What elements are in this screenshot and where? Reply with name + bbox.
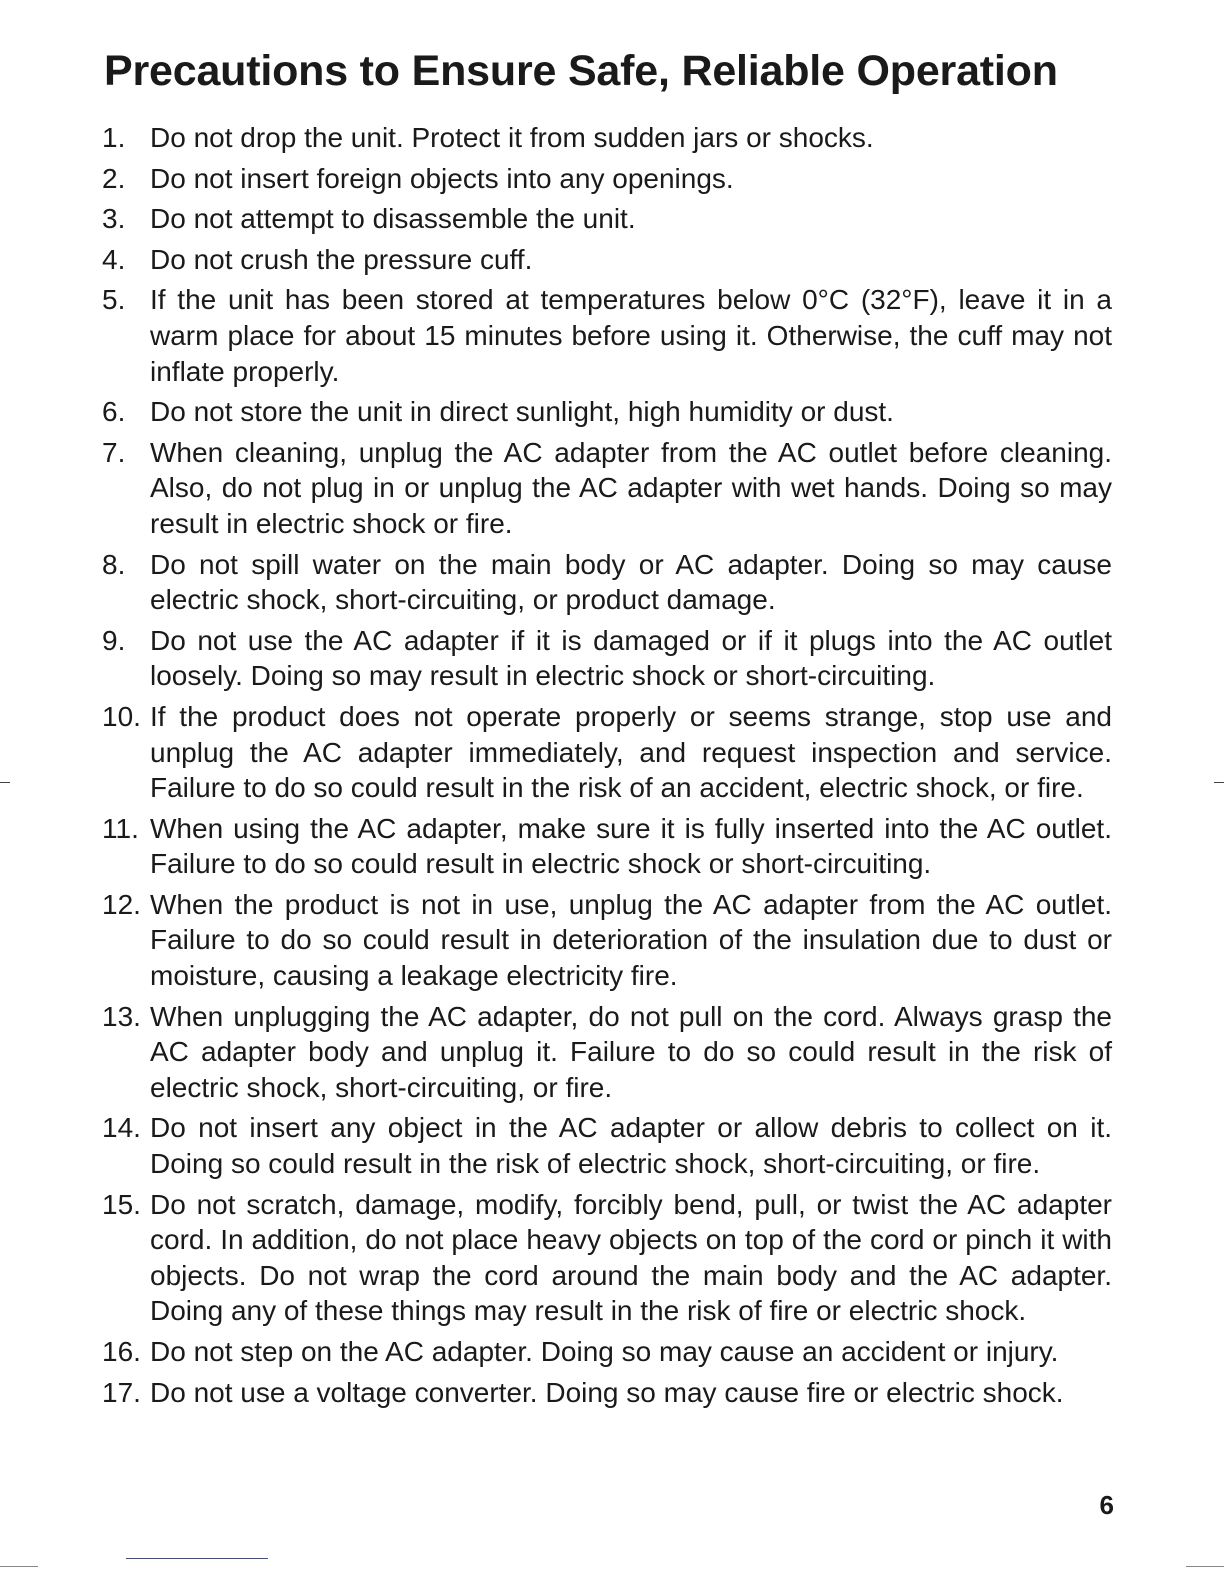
bottom-tick-right — [1186, 1566, 1224, 1567]
item-number: 13. — [102, 1000, 141, 1032]
item-text: Do not spill water on the main body or AC adapter. Doing so may cause electric shock, short-circuiting, or product damage. — [150, 548, 1112, 616]
list-item — [102, 1187, 1112, 1329]
list-item — [102, 201, 1112, 237]
bottom-rule — [126, 1558, 268, 1559]
page-title: Precautions to Ensure Safe, Reliable Operation — [104, 47, 1058, 95]
crop-mark-left — [0, 782, 10, 783]
item-number: 9. — [102, 624, 126, 656]
item-number: 7. — [102, 436, 126, 468]
list-item — [102, 394, 1112, 430]
item-text: Do not store the unit in direct sunlight, high humidity or dust. — [150, 396, 894, 428]
item-text: Do not use the AC adapter if it is damaged or if it plugs into the AC outlet loosely. Doing so may result in electric shock or short-circuiting. — [150, 624, 1112, 692]
bottom-tick-left — [0, 1566, 38, 1567]
item-text: When cleaning, unplug the AC adapter from the AC outlet before cleaning. Also, do not plug in or unplug the AC adapter with wet hands. Doing so may result in electric shock or fire. — [150, 436, 1112, 539]
list-item — [102, 547, 1112, 618]
item-number: 6. — [102, 396, 126, 428]
item-number: 5. — [102, 284, 126, 316]
item-number: 8. — [102, 548, 126, 580]
list-item — [102, 1110, 1112, 1181]
item-number: 14. — [102, 1112, 141, 1144]
item-text: Do not insert any object in the AC adapter or allow debris to collect on it. Doing so could result in the risk of electric shock, short-circuiting, or fire. — [150, 1112, 1112, 1180]
list-item — [102, 623, 1112, 694]
item-number: 11. — [102, 812, 139, 844]
item-number: 12. — [102, 888, 141, 920]
item-text: When the product is not in use, unplug the AC adapter from the AC outlet. Failure to do so could result in deterioration of the insulation due to dust or moisture, causing a leakage electricity fire. — [150, 888, 1112, 992]
item-text: Do not use a voltage converter. Doing so may cause fire or electric shock. — [150, 1376, 1064, 1408]
item-text: Do not step on the AC adapter. Doing so may cause an accident or injury. — [150, 1336, 1059, 1367]
list-item — [102, 161, 1112, 197]
item-number: 3. — [102, 203, 126, 235]
list-item — [102, 435, 1112, 542]
item-number: 15. — [102, 1188, 141, 1220]
item-text: Do not attempt to disassemble the unit. — [150, 203, 636, 235]
item-text: Do not scratch, damage, modify, forcibly bend, pull, or twist the AC adapter cord. In addition, do not place heavy objects on top of the cord or pinch it with objects. Do not wrap the cord around the main body and the AC adapter. Doing any of these things may result in the risk of fire or electric shock. — [150, 1188, 1112, 1327]
item-text: Do not drop the unit. Protect it from sudden jars or shocks. — [150, 122, 874, 153]
list-item — [102, 999, 1112, 1106]
item-text: When using the AC adapter, make sure it is fully inserted into the AC outlet. Failure to do so could result in electric shock or short-circuiting. — [150, 812, 1112, 880]
list-item — [102, 887, 1112, 994]
item-number: 2. — [102, 162, 126, 194]
item-number: 16. — [102, 1336, 141, 1367]
item-text: Do not crush the pressure cuff. — [150, 243, 533, 275]
item-number: 4. — [102, 243, 126, 275]
list-item — [102, 1375, 1112, 1411]
crop-mark-right — [1214, 782, 1224, 783]
list-item — [102, 811, 1112, 882]
item-text: If the product does not operate properly or seems strange, stop use and unplug the AC adapter immediately, and request inspection and service. Failure to do so could result in the risk of an accident, electric shock, or fire. — [150, 700, 1112, 804]
list-item — [102, 120, 1112, 156]
item-number: 17. — [102, 1376, 141, 1408]
precautions-list — [102, 120, 1112, 1415]
item-number: 10. — [102, 700, 141, 732]
item-number: 1. — [102, 122, 126, 153]
list-item — [102, 242, 1112, 278]
page-number: 6 — [1099, 1490, 1114, 1520]
item-text: If the unit has been stored at temperatures below 0°C (32°F), leave it in a warm place for about 15 minutes before using it. Otherwise, the cuff may not inflate properly. — [150, 284, 1112, 387]
item-text: When unplugging the AC adapter, do not pull on the cord. Always grasp the AC adapter body and unplug it. Failure to do so could result in the risk of electric shock, short-circuiting, or fire. — [150, 1000, 1112, 1103]
list-item — [102, 282, 1112, 389]
list-item — [102, 1334, 1112, 1370]
item-text: Do not insert foreign objects into any openings. — [150, 162, 734, 194]
list-item — [102, 699, 1112, 806]
